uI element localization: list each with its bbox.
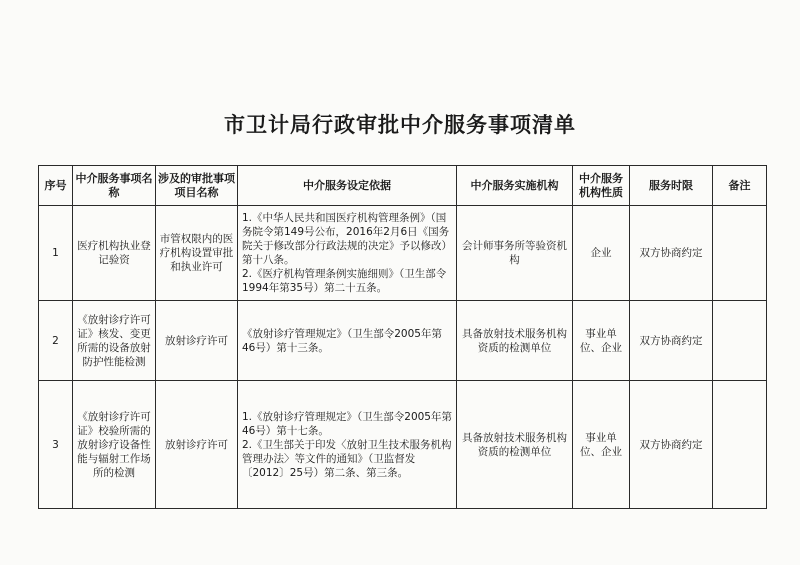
row-time-limit: 双方协商约定	[630, 301, 713, 381]
row-basis	[238, 206, 457, 301]
row-approval: 市管权限内的医疗机构设置审批和执业许可	[156, 206, 238, 301]
row-agency: 具备放射技术服务机构资质的检测单位	[457, 381, 573, 509]
header-note: 备注	[713, 166, 767, 206]
page-title: 市卫计局行政审批中介服务事项清单	[224, 113, 576, 137]
table-row	[39, 301, 767, 381]
row-time-limit: 双方协商约定	[630, 206, 713, 301]
header-nature: 中介服务机构性质	[573, 166, 630, 206]
table-header-row	[39, 166, 767, 206]
row-time-limit: 双方协商约定	[630, 381, 713, 509]
row-nature: 事业单位、企业	[573, 301, 630, 381]
header-seq: 序号	[39, 166, 73, 206]
row-note	[713, 301, 767, 381]
row-approval: 放射诊疗许可	[156, 301, 238, 381]
row-seq: 2	[39, 301, 73, 381]
basis-line: 2.《医疗机构管理条例实施细则》（卫生部令1994年第35号）第二十五条。	[242, 268, 447, 294]
basis-line: 1.《放射诊疗管理规定》（卫生部令2005年第46号）第十七条。	[242, 410, 452, 437]
row-item-name: 《放射诊疗许可证》核发、变更所需的设备放射防护性能检测	[73, 301, 156, 381]
row-basis	[238, 381, 457, 509]
header-item-name: 中介服务事项名称	[73, 166, 156, 206]
row-agency: 具备放射技术服务机构资质的检测单位	[457, 301, 573, 381]
table-row	[39, 381, 767, 509]
table-row	[39, 206, 767, 301]
header-basis: 中介服务设定依据	[238, 166, 457, 206]
header-approval: 涉及的审批事项项目名称	[156, 166, 238, 206]
row-nature: 企业	[573, 206, 630, 301]
basis-line: 2.《卫生部关于印发〈放射卫生技术服务机构管理办法〉等文件的通知》（卫监督发〔2012〕25号）第二条、第三条。	[242, 438, 452, 479]
row-seq: 1	[39, 206, 73, 301]
basis-line: 《放射诊疗管理规定》（卫生部令2005年第46号）第十三条。	[242, 327, 442, 354]
row-item-name: 医疗机构执业登记验资	[73, 206, 156, 301]
row-seq: 3	[39, 381, 73, 509]
row-basis	[238, 301, 457, 381]
row-agency: 会计师事务所等验资机构	[457, 206, 573, 301]
basis-line: 1.《中华人民共和国医疗机构管理条例》（国务院令第149号公布，2016年2月6日《国务院关于修改部分行政法规的决定》予以修改）第十八条。	[242, 212, 452, 266]
service-items-table	[38, 165, 767, 509]
row-item-name: 《放射诊疗许可证》校验所需的放射诊疗设备性能与辐射工作场所的检测	[73, 381, 156, 509]
row-note	[713, 381, 767, 509]
header-agency: 中介服务实施机构	[457, 166, 573, 206]
row-nature: 事业单位、企业	[573, 381, 630, 509]
row-note	[713, 206, 767, 301]
header-time-limit: 服务时限	[630, 166, 713, 206]
row-approval: 放射诊疗许可	[156, 381, 238, 509]
